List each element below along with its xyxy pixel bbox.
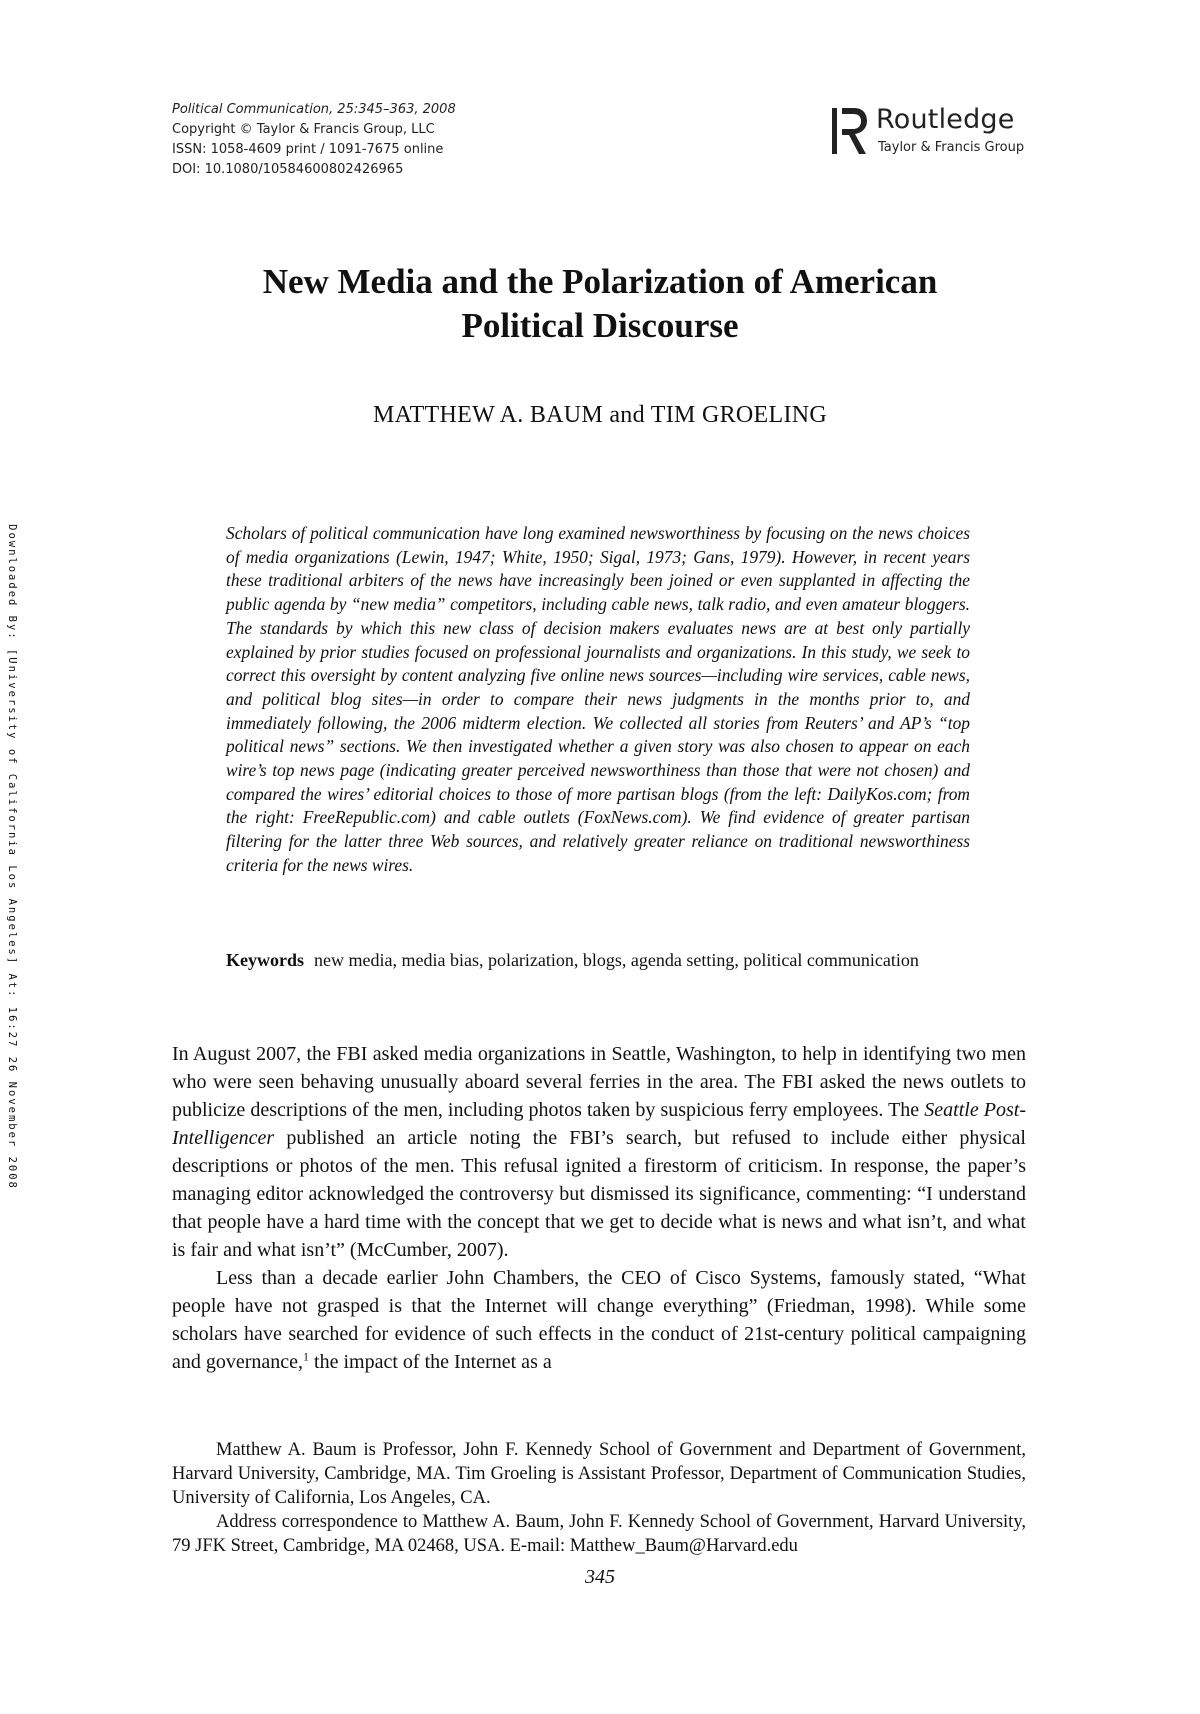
newspaper-title: Seattle Post-Intelligencer (172, 1099, 1026, 1149)
copyright-line: Copyright © Taylor & Francis Group, LLC (172, 122, 435, 137)
body-paragraph-1 (172, 1040, 1026, 1264)
article-title (0, 260, 1200, 348)
doi-line: DOI: 10.1080/10584600802426965 (172, 162, 404, 177)
journal-meta (172, 100, 456, 180)
issn-line: ISSN: 1058-4609 print / 1091-7675 online (172, 142, 444, 157)
publisher-name: Routledge (876, 104, 1015, 135)
body-paragraph-2 (172, 1264, 1026, 1376)
body-text (172, 1040, 1026, 1376)
publisher-group: Taylor & Francis Group (878, 140, 1025, 155)
publisher-logo (830, 104, 1060, 164)
authors: MATTHEW A. BAUM and TIM GROELING (372, 402, 828, 428)
download-stamp (0, 512, 24, 1202)
keywords-label: Keywords (226, 950, 304, 970)
author-footnote (172, 1438, 1026, 1558)
p1-text-start: In August 2007, the FBI asked media organizations in Seattle, Washington, to help in identifying two men who were seen behaving unusually aboard several ferries in the area. The FBI asked the news outlets to publicize descriptions of the men, including photos taken by suspicious ferry employees. The (172, 1043, 1026, 1121)
page-number: 345 (585, 1566, 615, 1588)
keywords-text: new media, media bias, polarization, blogs, agenda setting, political communication (314, 950, 919, 970)
footnote-affiliations: Matthew A. Baum is Professor, John F. Kennedy School of Government and Department of Government, Harvard University, Cambridge, MA. Tim Groeling is Assistant Professor, Department of Communication Studies, University of California, Los Angeles, CA. (172, 1440, 1026, 1508)
p1-text-end: published an article noting the FBI’s search, but refused to include either physical descriptions or photos of the men. This refusal ignited a firestorm of criticism. In response, the paper’s managing editor acknowledged the controversy but dismissed its significance, commenting: “I understand that people have a hard time with the concept that we get to decide what is news and what isn’t, and what is fair and what isn’t” (McCumber, 2007). (172, 1127, 1026, 1261)
keywords (226, 948, 970, 972)
title-line-1: New Media and the Polarization of American (262, 262, 938, 301)
footnote-ref[interactable]: 1 (303, 1349, 310, 1364)
abstract: Scholars of political communication have long examined newsworthiness by focusing on the news choices of media organizations (Lewin, 1947; White, 1950; Sigal, 1973; Gans, 1979). However, in recent years these traditional arbiters of the news have increasingly been joined or even supplanted in affecting the public agenda by “new media” competitors, including cable news, talk radio, and even amateur bloggers. The standards by which this new class of decision makers evaluates news are at best only partially explained by prior studies focused on professional journalists and organizations. In this study, we seek to correct this oversight by content analyzing five online news sources—including wire services, cable news, and political blog sites—in order to compare their news judgments in the months prior to, and immediately following, the 2006 midterm election. We collected all stories from Reuters’ and AP’s “top political news” sections. We then investigated whether a given story was also chosen to appear on each wire’s top news page (indicating greater perceived newsworthiness than those that were not chosen) and compared the wires’ editorial choices to those of more partisan blogs (from the left: DailyKos.com; from the right: FreeRepublic.com) and cable outlets (FoxNews.com). We find evidence of greater partisan filtering for the latter three Web sources, and relatively greater reliance on traditional newsworthiness criteria for the news wires. (226, 523, 970, 875)
title-line-2: Political Discourse (461, 306, 739, 345)
footnote-correspondence: Address correspondence to Matthew A. Baum, John F. Kennedy School of Government, Harvard University, 79 JFK Street, Cambridge, MA 02468, USA. E-mail: Matthew_Baum@Harvard.edu (172, 1512, 1026, 1556)
p2-text-start: Less than a decade earlier John Chambers, the CEO of Cisco Systems, famously stated, “What people have not grasped is that the Internet will change everything” (Friedman, 1998). While some scholars have searched for evidence of such effects in the conduct of 21st-century political campaigning and governance, (172, 1267, 1026, 1373)
journal-citation: Political Communication, 25:345–363, 2008 (172, 102, 456, 117)
routledge-logo-icon (830, 104, 870, 158)
p2-text-end: the impact of the Internet as a (309, 1351, 552, 1373)
download-stamp-text: Downloaded By: [University of California Los Angeles] At: 16:27 26 November 2008 (6, 524, 18, 1190)
